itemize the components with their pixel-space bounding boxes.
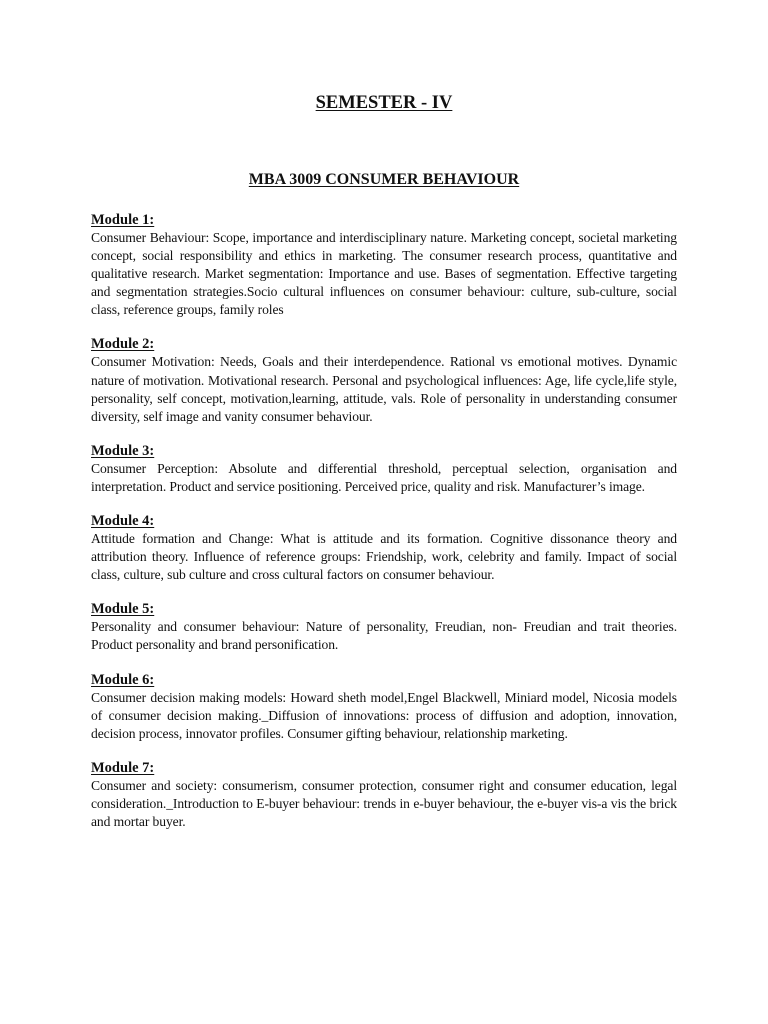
course-title: MBA 3009 CONSUMER BEHAVIOUR — [248, 171, 520, 188]
module-description: Consumer decision making models: Howard sheth model,Engel Blackwell, Miniard model, Nicosia models of consumer decision making._Diffusion of innovations: process of diffusion and adoption, innovation, decision process, innovator profiles. Consumer gifting behaviour, relationship marketing. — [91, 689, 677, 741]
module-description: Personality and consumer behaviour: Nature of personality, Freudian, non- Freudian and trait theories. Product personality and brand personification. — [91, 619, 677, 653]
module-6 — [91, 671, 677, 743]
module-title: Module 5: — [91, 601, 155, 618]
semester-title: SEMESTER - IV — [315, 93, 453, 113]
module-description: Attitude formation and Change: What is attitude and its formation. Cognitive dissonance theory and attribution theory. Influence of reference groups: Friendship, work, celebrity and family. Impact of social class, culture, sub culture and cross cultural factors on consumer behaviour. — [91, 531, 677, 583]
module-1 — [91, 211, 677, 319]
module-title: Module 2: — [91, 336, 155, 353]
module-title: Module 3: — [91, 442, 155, 459]
module-title: Module 4: — [91, 513, 155, 530]
module-title: Module 6: — [91, 671, 155, 688]
module-description: Consumer Perception: Absolute and differential threshold, perceptual selection, organisation and interpretation. Product and service positioning. Perceived price, quality and risk. Manufacturer’s image. — [91, 460, 677, 494]
module-description: Consumer Motivation: Needs, Goals and their interdependence. Rational vs emotional motives. Dynamic nature of motivation. Motivational research. Personal and psychological influences: Age, life cycle,life style, personality, self concept, motivation,learning, attitude, vals. Role of personality in understanding consumer diversity, self image and vanity consumer behaviour. — [91, 354, 677, 424]
module-4 — [91, 512, 677, 584]
module-7 — [91, 759, 677, 831]
module-title: Module 1: — [91, 212, 155, 228]
module-description: Consumer Behaviour: Scope, importance and interdisciplinary nature. Marketing concept, societal marketing concept, social responsibility and ethics in marketing. The consumer research process, quantitative and qualitative research. Market segmentation: Importance and use. Bases of segmentation. Effective targeting and segmentation strategies.Socio cultural influences on consumer behaviour: culture, sub-culture, social class, reference groups, family roles — [91, 230, 677, 318]
module-list — [91, 211, 677, 847]
module-description: Consumer and society: consumerism, consumer protection, consumer right and consumer education, legal consideration._Introduction to E-buyer behaviour: trends in e-buyer behaviour, the e-buyer vis-a vis the brick and mortar buyer. — [91, 777, 677, 829]
module-2 — [91, 335, 677, 425]
module-3 — [91, 442, 677, 496]
module-title: Module 7: — [91, 759, 155, 776]
module-5 — [91, 600, 677, 654]
